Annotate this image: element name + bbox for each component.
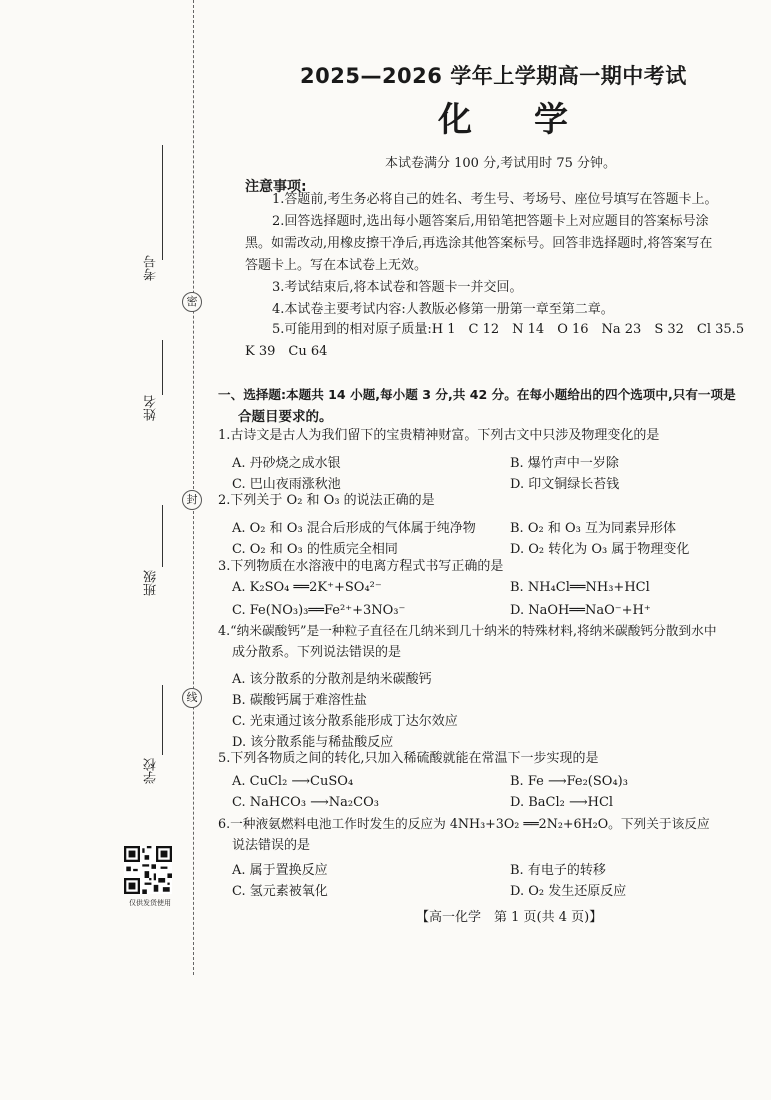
subject-title: 化学 [438, 100, 630, 140]
question-1-stem: 1.古诗文是古人为我们留下的宝贵精神财富。下列古文中只涉及物理变化的是 [218, 428, 660, 443]
q3-option-b: B. NH₄Cl══NH₃+HCl [510, 580, 650, 595]
q2-option-c: C. O₂ 和 O₃ 的性质完全相同 [232, 542, 398, 557]
q4-option-c: C. 光束通过该分散系能形成丁达尔效应 [232, 714, 458, 729]
question-6-stem: 6.一种液氨燃料电池工作时发生的反应为 4NH₃+3O₂ ══2N₂+6H₂O。下列关于该反应 [218, 816, 710, 831]
note-2-cont: 黑。如需改动,用橡皮擦干净后,再选涂其他答案标号。回答非选择题时,将答案写在 [245, 236, 713, 251]
q5-option-c: C. NaHCO₃ ⟶Na₂CO₃ [232, 795, 379, 810]
seal-char-mi: 密 [182, 292, 202, 312]
note-2-cont2: 答题卡上。写在本试卷上无效。 [245, 258, 428, 273]
qr-code [124, 846, 172, 894]
class-line [162, 505, 163, 567]
q6-option-d: D. O₂ 发生还原反应 [510, 884, 627, 899]
q1-option-c: C. 巴山夜雨涨秋池 [232, 477, 341, 492]
q4-option-a: A. 该分散系的分散剂是纳米碳酸钙 [232, 672, 432, 687]
question-4-stem: 4.“纳米碳酸钙”是一种粒子直径在几纳米到几十纳米的特殊材料,将纳米碳酸钙分散到水中 [218, 623, 717, 638]
q2-option-a: A. O₂ 和 O₃ 混合后形成的气体属于纯净物 [232, 521, 476, 536]
q6-option-a: A. 属于置换反应 [232, 863, 328, 878]
question-3-stem: 3.下列物质在水溶液中的电离方程式书写正确的是 [218, 559, 504, 574]
q5-option-b: B. Fe ⟶Fe₂(SO₄)₃ [510, 774, 628, 789]
binding-margin [0, 0, 200, 980]
q3-option-d: D. NaOH══NaO⁻+H⁺ [510, 603, 651, 618]
question-2-stem: 2.下列关于 O₂ 和 O₃ 的说法正确的是 [218, 493, 435, 508]
q3-option-a: A. K₂SO₄ ══2K⁺+SO₄²⁻ [232, 580, 382, 595]
note-4: 4.本试卷主要考试内容:人教版必修第一册第一章至第二章。 [272, 302, 614, 317]
question-6-stem-cont: 说法错误的是 [232, 838, 311, 853]
class-label: 班级 [144, 570, 159, 596]
q4-option-d: D. 该分散系能与稀盐酸反应 [232, 735, 394, 750]
name-line [162, 340, 163, 395]
q5-option-a: A. CuCl₂ ⟶CuSO₄ [232, 774, 354, 789]
q2-option-b: B. O₂ 和 O₃ 互为同素异形体 [510, 521, 676, 536]
section-title-line1: 一、选择题:本题共 14 小题,每小题 3 分,共 42 分。在每小题给出的四个选项中,只有一项是 [218, 387, 736, 402]
q2-option-d: D. O₂ 转化为 O₃ 属于物理变化 [510, 542, 690, 557]
notes-heading: 注意事项: [245, 179, 307, 195]
seal-dashed-line [193, 0, 194, 975]
page-footer: 【高一化学 第 1 页(共 4 页)】 [416, 910, 603, 925]
note-2: 2.回答选择题时,选出每小题答案后,用铅笔把答题卡上对应题目的答案标号涂 [272, 214, 709, 229]
note-5-cont: K 39 Cu 64 [245, 344, 328, 359]
question-4-stem-cont: 成分散系。下列说法错误的是 [232, 645, 402, 660]
section-title-line2: 合题目要求的。 [238, 409, 333, 425]
note-1: 1.答题前,考生务必将自己的姓名、考生号、考场号、座位号填写在答题卡上。 [272, 192, 718, 207]
q4-option-b: B. 碳酸钙属于难溶性盐 [232, 693, 367, 708]
seal-char-xian: 线 [182, 688, 202, 708]
note-5: 5.可能用到的相对原子质量:H 1 C 12 N 14 O 16 Na 23 S 32 Cl 35.5 [272, 322, 745, 337]
exam-info: 本试卷满分 100 分,考试用时 75 分钟。 [385, 156, 617, 171]
note-3: 3.考试结束后,将本试卷和答题卡一并交回。 [272, 280, 523, 295]
exam-number-line [162, 145, 163, 260]
exam-number-label: 考号 [144, 255, 159, 281]
q5-option-d: D. BaCl₂ ⟶HCl [510, 795, 614, 810]
school-line [162, 685, 163, 755]
q1-option-a: A. 丹砂烧之成水银 [232, 456, 341, 471]
school-label: 学校 [144, 758, 159, 784]
question-5-stem: 5.下列各物质之间的转化,只加入稀硫酸就能在常温下一步实现的是 [218, 751, 599, 766]
seal-char-feng: 封 [182, 490, 202, 510]
q3-option-c: C. Fe(NO₃)₃══Fe²⁺+3NO₃⁻ [232, 603, 406, 618]
q1-option-d: D. 印文铜绿长苔钱 [510, 477, 620, 492]
q6-option-c: C. 氢元素被氧化 [232, 884, 328, 899]
section-title [218, 384, 771, 428]
name-label: 姓名 [144, 395, 159, 421]
q6-option-b: B. 有电子的转移 [510, 863, 606, 878]
q1-option-b: B. 爆竹声中一岁除 [510, 456, 619, 471]
exam-title: 2025—2026 学年上学期高一期中考试 [300, 64, 687, 88]
qr-caption: 仅供发货使用 [129, 899, 171, 907]
